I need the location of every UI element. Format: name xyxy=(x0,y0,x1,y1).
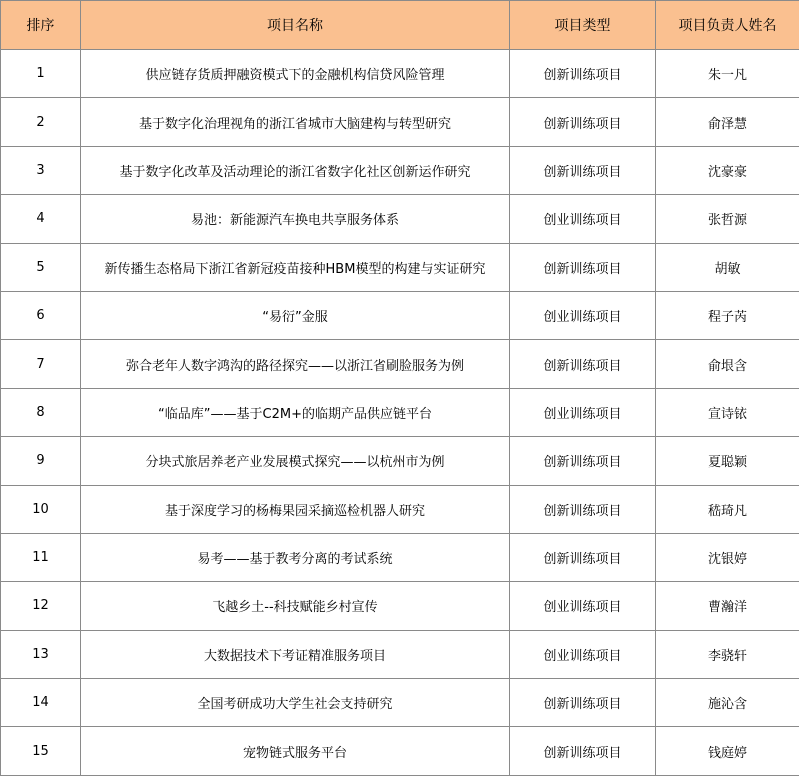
cell-leader-name: 张哲源 xyxy=(656,195,799,243)
cell-leader-name: 钱庭婷 xyxy=(656,727,799,775)
table-row xyxy=(1,98,799,146)
cell-project-name: 供应链存货质押融资模式下的金融机构信贷风险管理 xyxy=(81,50,510,98)
cell-rank: 6 xyxy=(1,291,81,339)
cell-project-type: 创业训练项目 xyxy=(510,291,656,339)
header-rank: 排序 xyxy=(1,1,81,50)
cell-project-type: 创新训练项目 xyxy=(510,340,656,388)
cell-project-type: 创新训练项目 xyxy=(510,243,656,291)
header-leader-name: 项目负责人姓名 xyxy=(656,1,799,50)
cell-project-type: 创业训练项目 xyxy=(510,630,656,678)
header-project-type: 项目类型 xyxy=(510,1,656,50)
cell-rank: 1 xyxy=(1,50,81,98)
table-row xyxy=(1,727,799,775)
table-row xyxy=(1,388,799,436)
cell-leader-name: 施沁含 xyxy=(656,679,799,727)
table-row xyxy=(1,679,799,727)
cell-rank: 9 xyxy=(1,437,81,485)
cell-project-name: 易池：新能源汽车换电共享服务体系 xyxy=(81,195,510,243)
cell-project-type: 创新训练项目 xyxy=(510,50,656,98)
table-row xyxy=(1,340,799,388)
cell-project-type: 创业训练项目 xyxy=(510,195,656,243)
cell-project-name: 基于数字化治理视角的浙江省城市大脑建构与转型研究 xyxy=(81,98,510,146)
cell-project-name: 弥合老年人数字鸿沟的路径探究——以浙江省刷脸服务为例 xyxy=(81,340,510,388)
cell-project-name: “易衍”金服 xyxy=(81,291,510,339)
table-row xyxy=(1,195,799,243)
cell-rank: 7 xyxy=(1,340,81,388)
cell-project-type: 创新训练项目 xyxy=(510,485,656,533)
table-row xyxy=(1,437,799,485)
cell-rank: 8 xyxy=(1,388,81,436)
cell-leader-name: 夏聪颖 xyxy=(656,437,799,485)
cell-project-name: 基于深度学习的杨梅果园采摘巡检机器人研究 xyxy=(81,485,510,533)
cell-project-name: 新传播生态格局下浙江省新冠疫苗接种HBM模型的构建与实证研究 xyxy=(81,243,510,291)
table-row xyxy=(1,582,799,630)
cell-project-type: 创新训练项目 xyxy=(510,437,656,485)
cell-rank: 12 xyxy=(1,582,81,630)
cell-rank: 5 xyxy=(1,243,81,291)
cell-rank: 3 xyxy=(1,146,81,194)
table-row xyxy=(1,485,799,533)
table-row xyxy=(1,630,799,678)
cell-project-type: 创新训练项目 xyxy=(510,679,656,727)
cell-project-type: 创新训练项目 xyxy=(510,146,656,194)
cell-project-name: 分块式旅居养老产业发展模式探究——以杭州市为例 xyxy=(81,437,510,485)
cell-rank: 13 xyxy=(1,630,81,678)
cell-project-name: 大数据技术下考证精准服务项目 xyxy=(81,630,510,678)
cell-rank: 10 xyxy=(1,485,81,533)
table-row xyxy=(1,146,799,194)
table-header-row xyxy=(1,1,799,50)
cell-rank: 14 xyxy=(1,679,81,727)
cell-leader-name: 沈银婷 xyxy=(656,533,799,581)
table-row xyxy=(1,243,799,291)
cell-project-name: “临品库”——基于C2M+的临期产品供应链平台 xyxy=(81,388,510,436)
cell-project-type: 创业训练项目 xyxy=(510,388,656,436)
cell-rank: 15 xyxy=(1,727,81,775)
cell-project-name: 全国考研成功大学生社会支持研究 xyxy=(81,679,510,727)
cell-project-type: 创业训练项目 xyxy=(510,582,656,630)
cell-leader-name: 胡敏 xyxy=(656,243,799,291)
cell-project-name: 宠物链式服务平台 xyxy=(81,727,510,775)
cell-leader-name: 俞泽慧 xyxy=(656,98,799,146)
cell-project-type: 创新训练项目 xyxy=(510,727,656,775)
cell-leader-name: 李骁轩 xyxy=(656,630,799,678)
table-row xyxy=(1,291,799,339)
cell-leader-name: 朱一凡 xyxy=(656,50,799,98)
cell-rank: 4 xyxy=(1,195,81,243)
cell-leader-name: 宣诗铱 xyxy=(656,388,799,436)
cell-leader-name: 曹瀚洋 xyxy=(656,582,799,630)
cell-leader-name: 俞垠含 xyxy=(656,340,799,388)
cell-project-name: 基于数字化改革及活动理论的浙江省数字化社区创新运作研究 xyxy=(81,146,510,194)
table-row xyxy=(1,50,799,98)
cell-leader-name: 程子芮 xyxy=(656,291,799,339)
header-project-name: 项目名称 xyxy=(81,1,510,50)
cell-rank: 2 xyxy=(1,98,81,146)
cell-rank: 11 xyxy=(1,533,81,581)
cell-project-type: 创新训练项目 xyxy=(510,98,656,146)
cell-leader-name: 嵇琦凡 xyxy=(656,485,799,533)
cell-project-type: 创新训练项目 xyxy=(510,533,656,581)
cell-leader-name: 沈豪豪 xyxy=(656,146,799,194)
table-row xyxy=(1,533,799,581)
cell-project-name: 飞越乡土--科技赋能乡村宣传 xyxy=(81,582,510,630)
cell-project-name: 易考——基于教考分离的考试系统 xyxy=(81,533,510,581)
